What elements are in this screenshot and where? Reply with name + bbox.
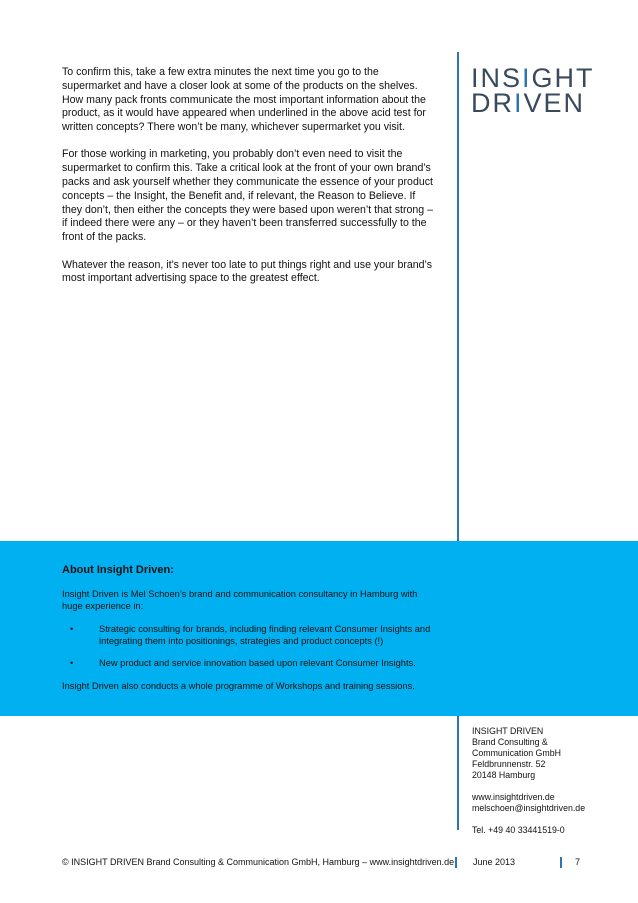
insight-driven-logo: INSIGHT DRIVEN [471, 63, 595, 118]
email-link[interactable]: melschoen@insightdriven.de [472, 803, 586, 813]
city: 20148 Hamburg [472, 770, 536, 780]
about-closing: Insight Driven also conducts a whole programme of Workshops and training sessions. [62, 681, 415, 691]
footer-divider [560, 857, 562, 868]
contact-block: INSIGHT DRIVEN Brand Consulting & Communication GmbH Feldbrunnenstr. 52 20148 Hamburg www.insightdriven.de melschoen@insightdriven.de Tel. +49 40 33441519-0 [472, 726, 586, 835]
website-link[interactable]: www.insightdriven.de [472, 792, 555, 802]
paragraph: For those working in marketing, you probably don’t even need to visit the supermarket to confirm this. Take a critical look at the front of your own brand’s packs and ask yourself whether they communicate the essence of your product concepts – the Insight, the Benefit and, if relevant, the Reason to Believe. If they don’t, then either the concepts they were based upon weren’t that strong – if indeed there were any – or they haven’t been transferred successfully to the front of the packs. [62, 148, 434, 244]
about-heading: About Insight Driven: [62, 564, 174, 576]
list-item: • New product and service innovation based upon relevant Consumer Insights. [70, 658, 416, 668]
footer-divider [455, 857, 457, 868]
company-name: INSIGHT DRIVEN [472, 726, 544, 736]
street: Feldbrunnenstr. 52 [472, 759, 546, 769]
page-number: 7 [575, 857, 581, 867]
vertical-rule-bottom [457, 716, 459, 830]
bullet-icon: • [70, 658, 74, 668]
footer-copyright: © INSIGHT DRIVEN Brand Consulting & Communication GmbH, Hamburg – www.insightdriven.de [62, 857, 455, 867]
body-text [62, 66, 437, 300]
paragraph: Whatever the reason, it’s never too late to put things right and use your brand’s most important advertising space to the greatest effect. [62, 258, 433, 285]
about-section [62, 564, 440, 703]
list-item: • Strategic consulting for brands, including finding relevant Consumer Insights and integrating them into positionings, strategies and product concepts (!) [70, 624, 431, 646]
phone: Tel. +49 40 33441519-0 [472, 825, 565, 835]
bullet-icon: • [70, 624, 74, 634]
vertical-rule-top [457, 52, 459, 542]
footer-date: June 2013 [473, 857, 516, 867]
about-intro: Insight Driven is Mel Schoen’s brand and communication consultancy in Hamburg with huge experience in: [62, 589, 418, 611]
paragraph: To confirm this, take a few extra minutes the next time you go to the supermarket and have a closer look at some of the products on the shelves. How many pack fronts communicate the most important information about the product, as it would have appeared when underlined in the above acid test for written concepts? There won’t be many, whichever supermarket you visit. [62, 66, 426, 134]
about-list [62, 623, 440, 669]
